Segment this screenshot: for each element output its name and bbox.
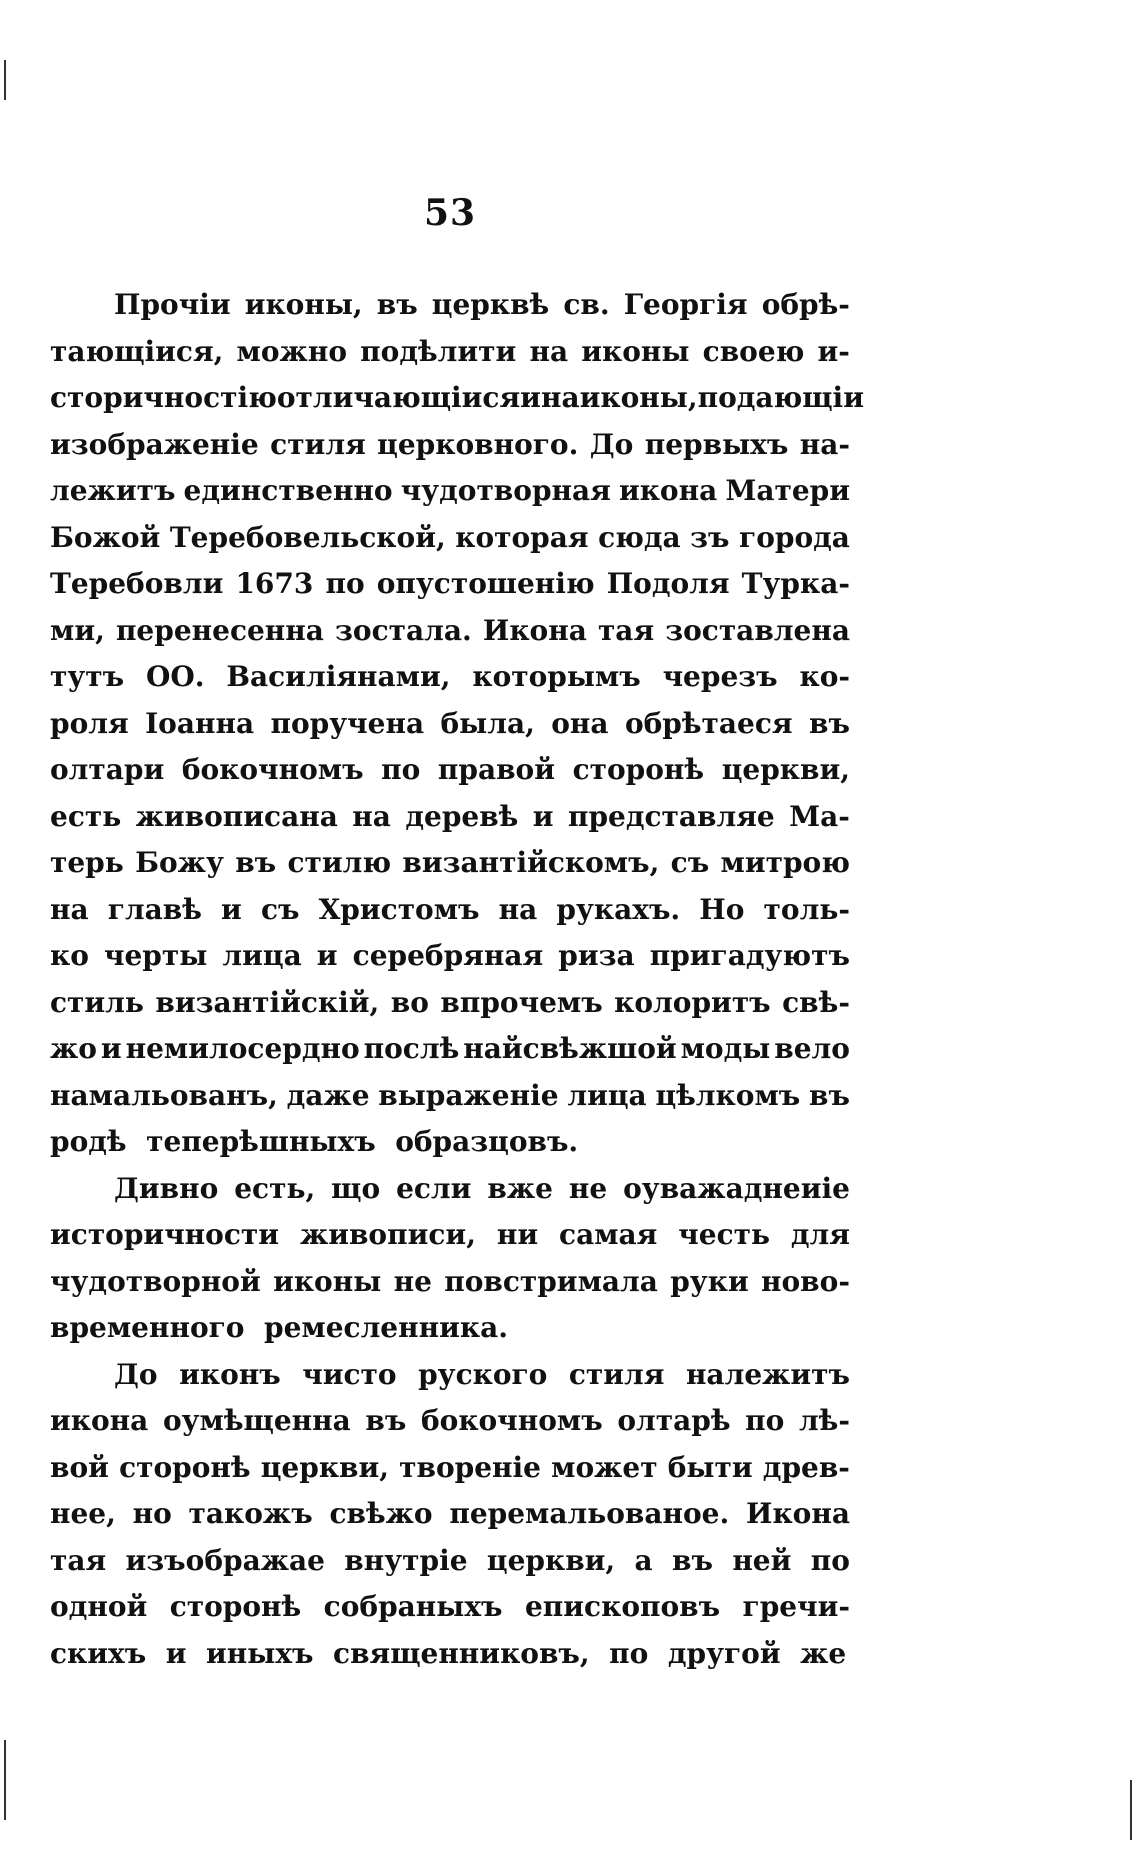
text-line: икона оумѣщенна въ бокочномъ олтарѣ по лѣ- <box>50 1404 850 1437</box>
text-line: одной сторонѣ собраныхъ епископовъ гречи- <box>50 1590 850 1623</box>
text-line: До иконъ чисто руского стиля належитъ <box>114 1357 850 1391</box>
text-line: тая изъображае внутріе церкви, а въ ней по <box>50 1543 850 1577</box>
text-line: на главѣ и съ Христомъ на рукахъ. Но толь- <box>50 892 850 926</box>
text-line: роля Іоанна поручена была, она обрѣтаеся въ <box>50 706 850 740</box>
body-text <box>50 282 864 1677</box>
text-line: Прочіи иконы, въ церквѣ св. Георгія обрѣ- <box>114 288 850 321</box>
text-line: терь Божу въ стилю византійскомъ, съ митрою <box>50 846 850 879</box>
text-line: олтари бокочномъ по правой сторонѣ церкви, <box>50 753 850 786</box>
text-line: намальованъ, даже выраженіе лица цѣлкомъ въ <box>50 1078 850 1112</box>
text-line: изображеніе стиля церковного. До первыхъ на- <box>50 427 850 461</box>
text-line: Дивно есть, що если вже не оуважаднеиіе <box>114 1171 850 1205</box>
text-line: нее, но такожъ свѣжо перемальованое. Икона <box>50 1497 850 1530</box>
text-line: лежитъ единственно чудотворная икона Матери <box>50 474 850 507</box>
text-line: временного ремесленника. <box>50 1311 508 1344</box>
text-line: стиль византійскій, во впрочемъ колоритъ свѣ- <box>50 985 850 1019</box>
text-line: тутъ ОО. Василіянами, которымъ черезъ ко- <box>50 660 850 693</box>
margin-mark <box>4 1740 6 1820</box>
text-line: ми, перенесенна зостала. Икона тая зоставлена <box>50 613 850 647</box>
text-line: есть живописана на деревѣ и представляе Ма- <box>50 799 850 833</box>
text-line: вой сторонѣ церкви, твореніе может быти древ- <box>50 1450 850 1484</box>
margin-mark <box>4 60 6 100</box>
text-line: историчности живописи, ни самая честь для <box>50 1218 850 1251</box>
text-line: сторичностію отличающіися и на иконы, подающіи <box>50 381 864 414</box>
text-line: ко черты лица и серебряная риза пригадуютъ <box>50 939 850 972</box>
text-line: Божой Теребовельской, которая сюда зъ города <box>50 520 850 554</box>
text-line: родѣ теперѣшныхъ образцовъ. <box>50 1125 579 1158</box>
text-line: скихъ и иныхъ священниковъ, по другой же <box>50 1636 847 1670</box>
text-line: Теребовли 1673 по опустошенію Подоля Турка- <box>50 567 850 600</box>
margin-mark <box>1130 1780 1132 1840</box>
text-line: чудотворной иконы не повстримала руки новo- <box>50 1264 850 1298</box>
text-line: тающіися, можно подѣлити на иконы своею и- <box>50 334 850 368</box>
page-number: 53 <box>423 192 477 234</box>
text-line: жо и немилосердно послѣ найсвѣжшой моды вело <box>50 1032 850 1065</box>
